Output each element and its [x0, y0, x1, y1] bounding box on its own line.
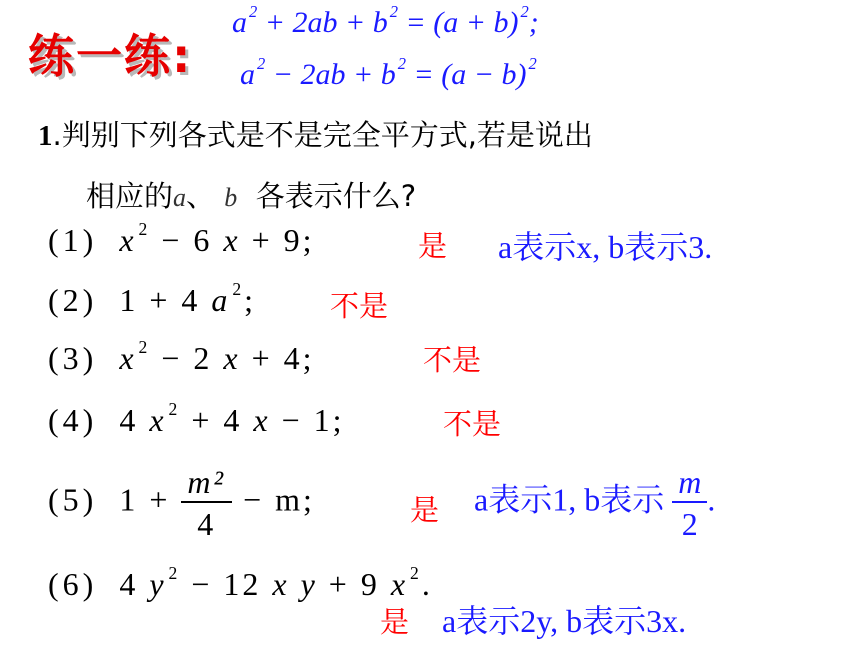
- question-line-1: 1.判别下列各式是不是完全平方式,若是说出: [38, 118, 593, 152]
- question-line-2: 相应的a、 b 各表示什么?: [86, 179, 417, 213]
- exercise-title: 练一练:: [28, 29, 193, 83]
- item-3-answer: 不是: [423, 343, 482, 377]
- item-6-explanation: a表示2y, b表示3x.: [442, 603, 687, 639]
- formula-square-diff: a $^2$ − 2ab + b $^2$ = (a − b) $^2$: [240, 54, 537, 91]
- item-1: (1) x $^2$ − 6 x + 9;: [48, 219, 315, 258]
- item-2-answer: 不是: [330, 289, 389, 323]
- item-5-answer: 是: [410, 493, 440, 527]
- item-6: (6) 4 y $^2$ − 12 x y + 9 x $^2$.: [48, 563, 433, 602]
- item-5-explanation: a表示1, b表示 $\frac{m}{2}$ .: [474, 464, 716, 542]
- item-4-answer: 不是: [443, 407, 502, 441]
- item-3: (3) x $^2$ − 2 x + 4;: [48, 337, 315, 376]
- item-1-answer: 是: [418, 229, 448, 263]
- item-5-fraction: $\frac{\text{m²}}{4}$: [181, 466, 232, 540]
- item-4: (4) 4 x $^2$ + 4 x − 1;: [48, 399, 345, 438]
- item-6-answer: 是: [380, 605, 410, 639]
- item-1-explanation: a表示x, b表示3.: [498, 229, 713, 265]
- question-number: 1: [38, 120, 53, 152]
- formula-square-sum: a $^2$ + 2ab + b $^2$ = (a + b) $^2$;: [232, 2, 539, 39]
- item-2: (2) 1 + 4 a $^2$;: [48, 279, 257, 318]
- item-5: (5) 1 + $\frac{\text{m²}}{4}$ − m;: [48, 464, 315, 542]
